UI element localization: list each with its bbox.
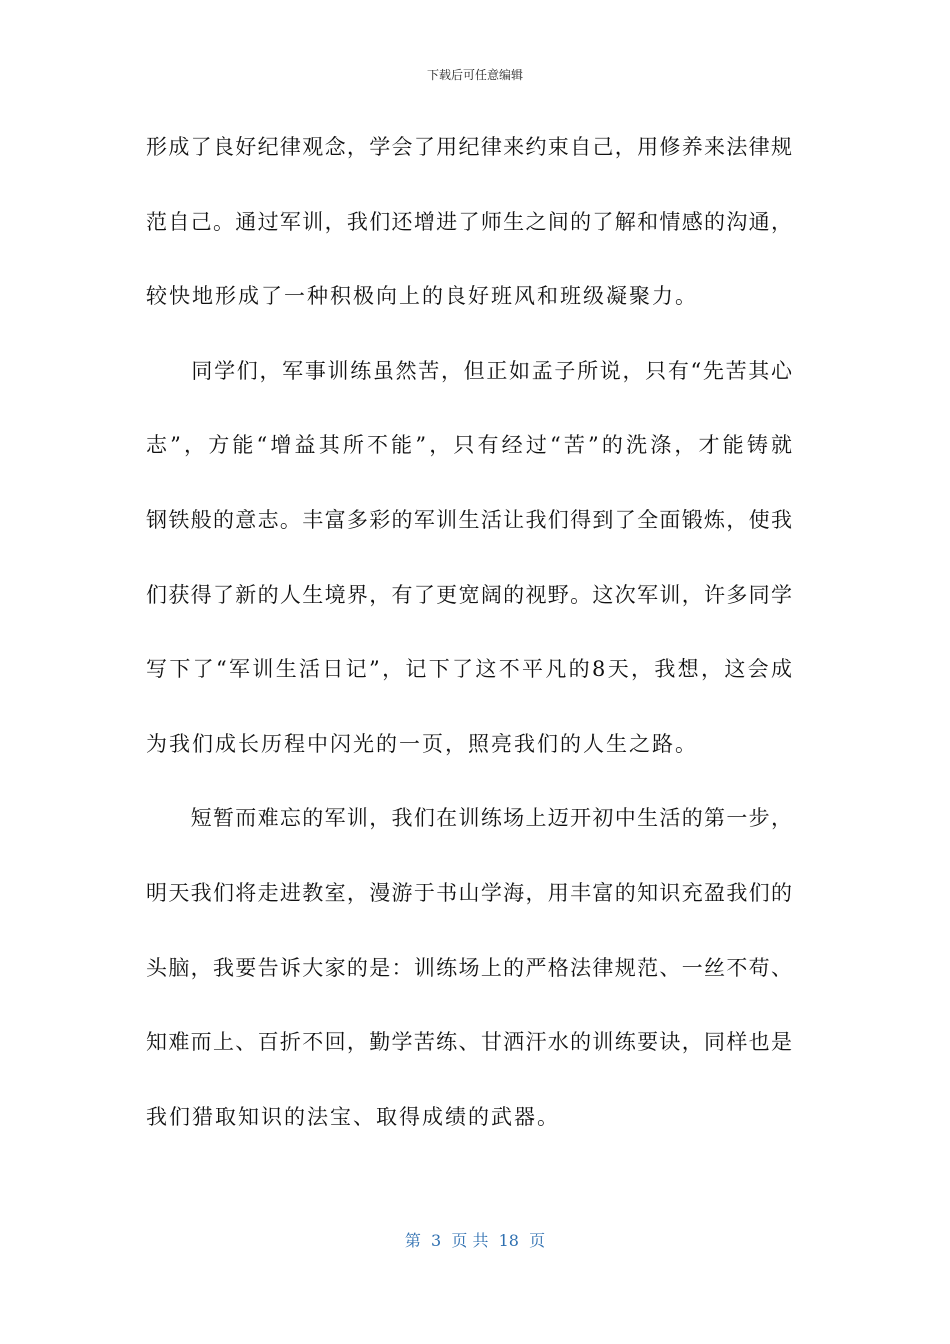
body-line-7: 们获得了新的人生境界，有了更宽阔的视野。这次军训，许多同学 bbox=[146, 582, 792, 607]
page-number-footer: 第 3 页 共 18 页 bbox=[404, 1231, 546, 1250]
body-line-8: 写下了“军训生活日记”，记下了这不平凡的8天，我想，这会成 bbox=[146, 657, 792, 682]
body-line-11: 明天我们将走进教室，漫游于书山学海，用丰富的知识充盈我们的 bbox=[146, 880, 792, 905]
body-line-3: 较快地形成了一种积极向上的良好班风和班级凝聚力。 bbox=[146, 284, 698, 309]
body-line-9: 为我们成长历程中闪光的一页，照亮我们的人生之路。 bbox=[146, 731, 698, 756]
body-line-6: 钢铁般的意志。丰富多彩的军训生活让我们得到了全面锻炼，使我 bbox=[146, 507, 792, 532]
body-line-13: 知难而上、百折不回，勤学苦练、甘洒汗水的训练要诀，同样也是 bbox=[146, 1030, 792, 1055]
page-header: 下载后可任意编辑 bbox=[426, 68, 523, 82]
body-line-14: 我们猎取知识的法宝、取得成绩的武器。 bbox=[146, 1104, 560, 1129]
body-line-2: 范自己。通过军训，我们还增进了师生之间的了解和情感的沟通， bbox=[146, 209, 792, 234]
body-line-4: 同学们，军事训练虽然苦，但正如孟子所说，只有“先苦其心 bbox=[146, 358, 792, 383]
body-line-1: 形成了良好纪律观念，学会了用纪律来约束自己，用修养来法律规 bbox=[146, 135, 792, 159]
body-line-10: 短暂而难忘的军训，我们在训练场上迈开初中生活的第一步， bbox=[146, 806, 792, 831]
document-body bbox=[146, 127, 792, 1171]
body-line-12: 头脑，我要告诉大家的是：训练场上的严格法律规范、一丝不苟、 bbox=[146, 955, 792, 980]
body-line-5: 志”，方能“增益其所不能”，只有经过“苦”的洗涤，才能铸就 bbox=[146, 433, 792, 458]
